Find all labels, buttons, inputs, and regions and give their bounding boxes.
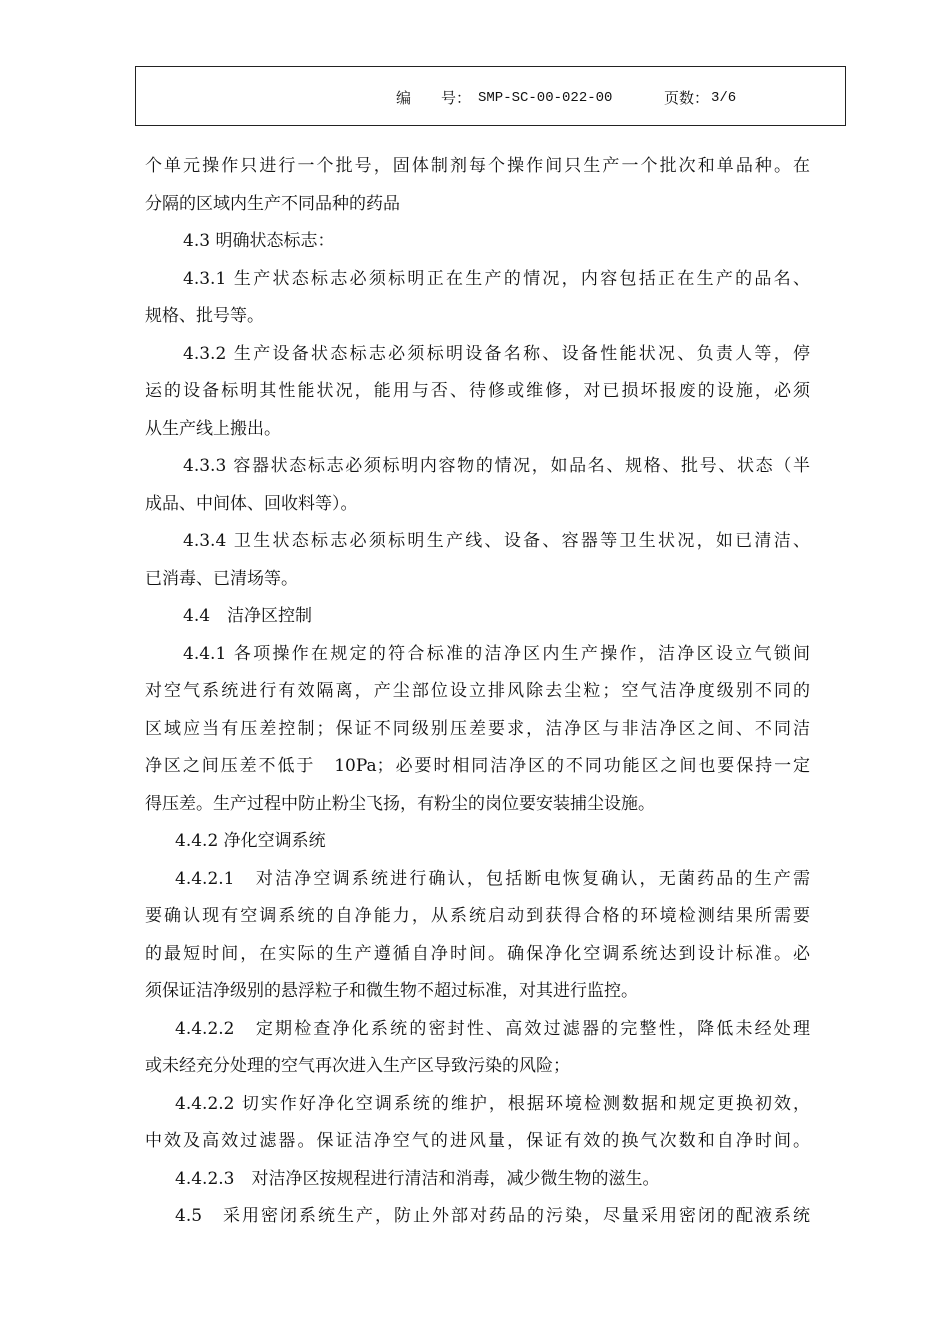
text-line: 运的设备标明其性能状况，能用与否、待修或维修，对已损坏报废的设施，必须: [145, 381, 810, 401]
text-line: 4.3.3 容器状态标志必须标明内容物的情况，如品名、规格、批号、状态（半: [183, 456, 810, 476]
page-count-label: 页数：: [664, 89, 710, 107]
text-line: 4.3.4 卫生状态标志必须标明生产线、设备、容器等卫生状况，如已清洁、: [183, 531, 810, 551]
page-count-value: 3/6: [711, 90, 737, 106]
text-line: 对空气系统进行有效隔离，产尘部位设立排风除去尘粒；空气洁净度级别不同的: [145, 681, 810, 701]
document-code-value: SMP-SC-00-022-00: [478, 90, 613, 106]
text-line: 从生产线上搬出。: [145, 418, 281, 439]
text-line: 4.4.2.2 定期检查净化系统的密封性、高效过滤器的完整性，降低未经处理: [175, 1018, 810, 1039]
document-header: [135, 66, 846, 126]
text-line: 4.4.2 净化空调系统: [175, 831, 326, 851]
text-line: 净区之间压差不低于 10Pa；必要时相同洁净区的不同功能区之间也要保持一定: [145, 756, 810, 776]
text-line: 或未经充分处理的空气再次进入生产区导致污染的风险；: [145, 1056, 570, 1076]
text-line: 4.3.2 生产设备状态标志必须标明设备名称、设备性能状况、负责人等，停: [183, 343, 810, 364]
text-line: 4.3 明确状态标志：: [183, 231, 335, 251]
document-code-label: 编 号：: [396, 89, 472, 107]
text-line: 中效及高效过滤器。保证洁净空气的进风量，保证有效的换气次数和自净时间。: [145, 1131, 810, 1151]
text-line: 4.4.2.1 对洁净空调系统进行确认，包括断电恢复确认，无菌药品的生产需: [175, 868, 810, 889]
text-line: 分隔的区域内生产不同品种的药品: [145, 193, 400, 214]
text-line: 4.4.1 各项操作在规定的符合标准的洁净区内生产操作，洁净区设立气锁间: [183, 643, 810, 664]
text-line: 4.3.1 生产状态标志必须标明正在生产的情况，内容包括正在生产的品名、: [183, 268, 810, 289]
document-body: [145, 148, 810, 1236]
text-line: 规格、批号等。: [145, 306, 264, 326]
text-line: 得压差。生产过程中防止粉尘飞扬，有粉尘的岗位要安装捕尘设施。: [145, 793, 655, 814]
text-line: 4.4 洁净区控制: [183, 606, 313, 626]
text-line: 区域应当有压差控制；保证不同级别压差要求，洁净区与非洁净区之间、不同洁: [145, 718, 810, 739]
text-line: 个单元操作只进行一个批号，固体制剂每个操作间只生产一个批次和单品种。在: [145, 156, 810, 176]
text-line: 4.4.2.2 切实作好净化空调系统的维护，根据环境检测数据和规定更换初效，: [175, 1093, 810, 1114]
text-line: 4.4.2.3 对洁净区按规程进行清洁和消毒，减少微生物的滋生。: [175, 1168, 660, 1189]
text-line: 的最短时间，在实际的生产遵循自净时间。确保净化空调系统达到设计标准。必: [145, 943, 810, 964]
text-line: 成品、中间体、回收料等）。: [145, 493, 358, 514]
text-line: 4.5 采用密闭系统生产，防止外部对药品的污染，尽量采用密闭的配液系统: [175, 1206, 810, 1226]
text-line: 已消毒、已清场等。: [145, 568, 298, 589]
text-line: 须保证洁净级别的悬浮粒子和微生物不超过标准，对其进行监控。: [145, 981, 638, 1001]
text-line: 要确认现有空调系统的自净能力，从系统启动到获得合格的环境检测结果所需要: [145, 906, 810, 926]
